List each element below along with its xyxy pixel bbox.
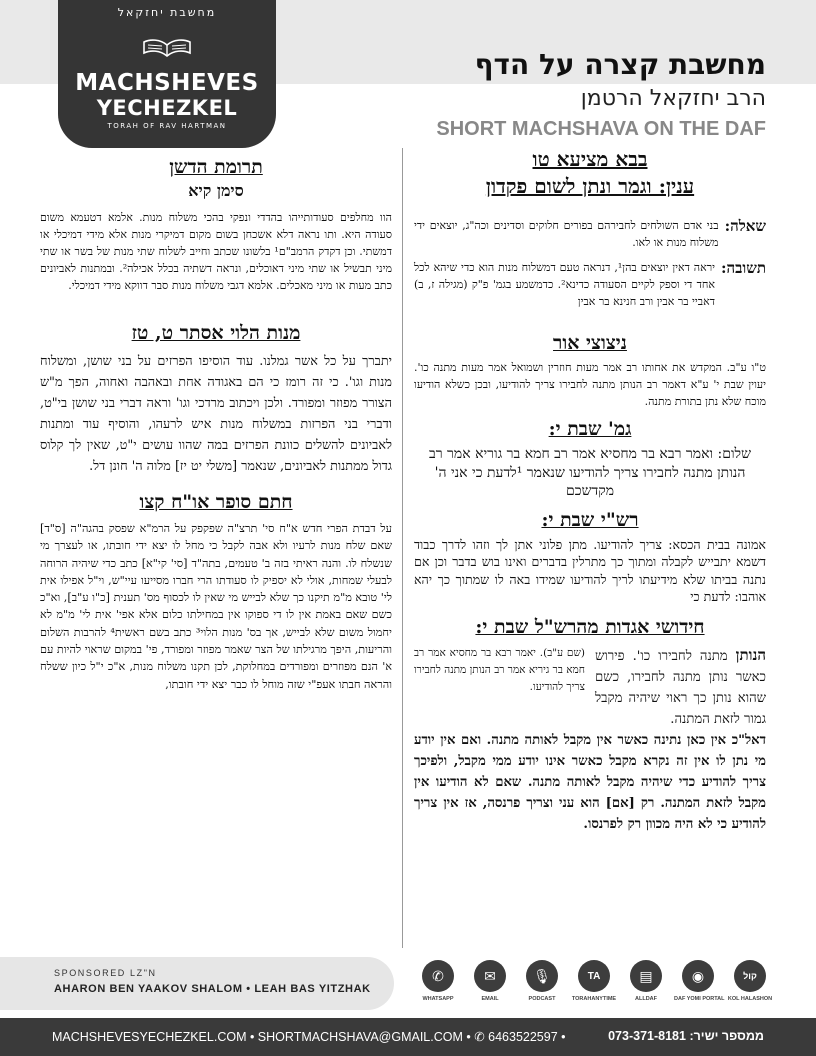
- alldaf-label: ALLDAF: [635, 996, 657, 1002]
- whatsapp-link[interactable]: [414, 960, 462, 1010]
- rav-name: הרב יחזקאל הרטמן: [580, 86, 766, 111]
- logo-line1: MACHSHEVES: [75, 70, 259, 96]
- answer-label: תשובה:: [721, 259, 766, 277]
- whatsapp-icon[interactable]: ✆: [422, 960, 454, 992]
- kolhalashon-link[interactable]: [726, 960, 774, 1010]
- maharsha-a-text: מתנה לחבירו כו'. פירוש כאשר נותן מתנה לחבירו, כשם שהוא נותן כך ראוי שיהיה מקבל גמור לזאת המתנה.: [595, 648, 766, 727]
- column-divider: [402, 148, 403, 948]
- question-label: שאלה:: [724, 217, 766, 235]
- maharsha-heading: חידושי אגדות מהרש"ל שבת י:: [475, 615, 705, 638]
- footer-contact[interactable]: MACHSHEVESYECHEZKEL.COM • SHORTMACHSHAVA@GMAIL.COM • ✆ 6463522597 •: [52, 1030, 566, 1044]
- podcast-icon[interactable]: 🎙: [526, 960, 558, 992]
- dafyomi-portal-label: DAF YOMI PORTAL: [674, 996, 725, 1002]
- alldaf-link[interactable]: [622, 960, 670, 1010]
- whatsapp-label: WHATSAPP: [422, 996, 454, 1002]
- brand-logo: [58, 0, 276, 148]
- media-links: [414, 960, 774, 1010]
- sponsor-label: SPONSORED LZ"N: [54, 968, 157, 978]
- dafyomi-portal-link[interactable]: [674, 960, 725, 1010]
- rashi-heading: רש"י שבת י:: [541, 508, 639, 531]
- question-text: בני אדם השולחים לחבירהם בפורים חלוקים וסדינים וכה"ג, יוצאים ידי משלוח מנות או לאו.: [414, 219, 719, 249]
- email-icon[interactable]: ✉: [474, 960, 506, 992]
- gemara-heading: גמ' שבת י:: [548, 418, 632, 440]
- sponsor-banner: [0, 957, 394, 1010]
- terumas-sub: סימן קיא: [188, 181, 244, 200]
- torahanytime-link[interactable]: [570, 960, 618, 1010]
- torahanytime-icon[interactable]: TA: [578, 960, 610, 992]
- torahanytime-label: TORAHANYTIME: [571, 996, 617, 1002]
- left-column: [40, 156, 392, 693]
- answer-text: יראה דאין יוצאים בהן¹, דנראה טעם דמשלוח מנות הוא כדי שיהא לכל אחד די וספק לקיים הסעודה כדינא². כדמשמע בגמ' פ"ק (מגילה ז, ב) דאביי בר אבין ורב חנינא בר אבין: [414, 261, 716, 308]
- maharsha-side: (שם ע"ב). יאמר רבא בר מחסיא אמר רב חמא בר גיריא אמר רב הנותן מתנה לחבירו צריך להודיעו.: [414, 646, 585, 693]
- open-book-icon: [142, 36, 192, 60]
- dafyomi-portal-icon[interactable]: ◉: [682, 960, 714, 992]
- maharsha-top: [414, 645, 766, 730]
- alldaf-icon[interactable]: ▤: [630, 960, 662, 992]
- right-column: [414, 147, 766, 835]
- sponsor-names: AHARON BEN YAAKOV SHALOM • LEAH BAS YITZHAK: [54, 983, 371, 995]
- terumas-heading: תרומת הדשן: [169, 156, 263, 178]
- maharsha-main-b: דאל"כ אין כאן נתינה כאשר אין מקבל לאותה מתנה. ואם אין יודע מי נתן לו אין זה נקרא מקבל כאשר אינו יודע ממי מקבל, ולפיכך צריך להודיע כדי שיהיה מקבל לאותה מתנה. שאם לא הודיעו אין מקבל לזאת המתנה. רק [אם] הוא עני וצריך פרנסה, אז אין צריך להודיע כי לא היה מכוון רק לפרנסו.: [414, 732, 766, 832]
- podcast-label: PODCAST: [528, 996, 556, 1002]
- gemara-text: שלום: ואמר רבא בר מחסיא אמר רב חמא בר גוריא אמר רב הנותן מתנה לחבירו צריך להודיעו שנאמר ¹לדעת כי אני ה' מקדשכם: [428, 446, 752, 499]
- podcast-link[interactable]: [518, 960, 566, 1010]
- kolhalashon-icon[interactable]: קול: [734, 960, 766, 992]
- question-block: [414, 217, 766, 251]
- page-title: מחשבת קצרה על הדף: [474, 48, 766, 81]
- topic-heading: ענין: וגמר ונתן לשום פקדון: [485, 174, 695, 198]
- email-label: EMAIL: [481, 996, 499, 1002]
- rashi-text: אמונה בבית הכסא: צריך להודיעו. מתן פלוני אתן לך וזהו לדרך כבוד דשמא יתבייש לקבלה ומתוך כך מתרלין בדברים ואינו בוש בדבר וכן אם נתנה בביתו שלא מידיעתו לריך להודיעו שמידו באה לו שמתוך כך יהא אוהבו: לדעת כי: [414, 536, 766, 604]
- nitzutzei-heading: ניצוצי אור: [553, 332, 627, 354]
- maharsha-main-a: [595, 645, 766, 730]
- maharsha-lead: הנותן: [735, 645, 766, 664]
- logo-line2: YECHEZKEL: [96, 96, 238, 120]
- footer-israel-phone[interactable]: ממספר ישיר: 073-371-8181: [608, 1029, 764, 1043]
- answer-block: [414, 259, 766, 310]
- logo-tagline: TORAH OF RAV HARTMAN: [107, 122, 227, 130]
- email-link[interactable]: [466, 960, 514, 1010]
- daf-heading: בבא מציעא טו: [532, 147, 648, 171]
- terumas-text: הוו מחלפים סעודותייהו בהדדי ונפקי בהכי משלוח מנות. אלמא דטעמא משום סעודה היא. ותו נראה דלא אשכחן בשום מקום דמיקרי מנות אלא מידי דמיכלי או דמשתי. וכן דקדק הרמב"ם¹ בלשונו שכתב וחייב לשלוח שתי מנות של בשר או שתי מיני תבשיל או שתי מיני דאוכלים, ונראה דשתיה בכלל אכילה². ובמתנות לאביונים כתב מעות או מיני מאכלים. אלמא דגבי משלוח מנות סבר דווקא מידי דמיכלי.: [40, 211, 392, 292]
- chasam-text: על דבדת הפרי חדש א"ח סי' תרצ"ה שפקפק על הרמ"א שפסק בהגה"ה [ס"ד] שאם שלח מנות לרעיו ולא אבה לקבל כי מחל לו יצא ידי חובתו, או לעצרך מי שנשלח לו. והנה ראיתי בזה ב' טעמים, בתה"ד [סי' קי"א] כתב כדי שיהיה הרוחה לבעלי שמחות, אולי לא יספיק לו סעודתו הרי חברו מסייעו עיי"ש, וי"ל אפילו אית לי' טובא מ"מ תיקנו כך שלא לבייש מי שאין לו לכסוף מס' תענית [כ"ו ע"ב], וא"כ כשם שאם באמת אין לו די ספוקו אין במחילתו כלום אלא אפי' אית לי' מ"מ לא יחמול משום שלא לבייש, אך בס' מנות הלוי³ כתב בשם ראשית⁴ להרבות השלום והריעות, היפך מרגילתו של הצר שאמר מפוזר ומפורד, פי' במקום שראוי להיות עם א' הנם מפוזרים ומפורדים במחלוקת, לכן תקנו משלוח מנות, א"כ י"ל כיון ששלח והראה חבתו אעפ"י שזה מוחל לו כבר יצא ידי חובתו,: [40, 522, 392, 691]
- kolhalashon-label: KOL HALASHON: [727, 996, 773, 1002]
- manos-text: יתברך על כל אשר גמלנו. עוד הוסיפו הפרזים על בני שושן, ומשלוח מנות וגו'. כי זה רומז כי הם באגודה אחת ובאהבה ואחוה, הפך מ"ש הצורר מפוזר ומפורד. ולכן ויכתוב מרדכי וגו' וראה דברי בני שושן בי"ט, ודברי בני הפרזות במשלוח מנות איש לרעהו, והוסיף עוד ומתנות לאביונים להשלים כוונת הפרזים במה שהוו עושים י"ט, שאין לך קלוס גדול ממתנות לאביונים, שנאמר [משלי יט יז] מלוה ה' חונן דל.: [40, 354, 392, 474]
- chasam-heading: חתם סופר או"ח קצו: [139, 491, 293, 513]
- footer-bar: [0, 1018, 816, 1056]
- english-title: SHORT MACHSHAVA ON THE DAF: [436, 118, 766, 140]
- logo-hebrew: מחשבת יחזקאל: [117, 6, 217, 19]
- manos-heading: מנות הלוי אסתר ט, טז: [131, 322, 301, 344]
- nitzutzei-text: ט"ו ע"ב. המקדש את אחותו רב אמר מעות חוזרין ושמואל אמר מעות מתנה כו'. יעוין שבת י' ע"א דאמר רב הנותן מתנה לחבירו צריך להודיעו, ובכן כשלא הודיעו מוכח שלא נתן בתורת מתנה.: [414, 361, 766, 408]
